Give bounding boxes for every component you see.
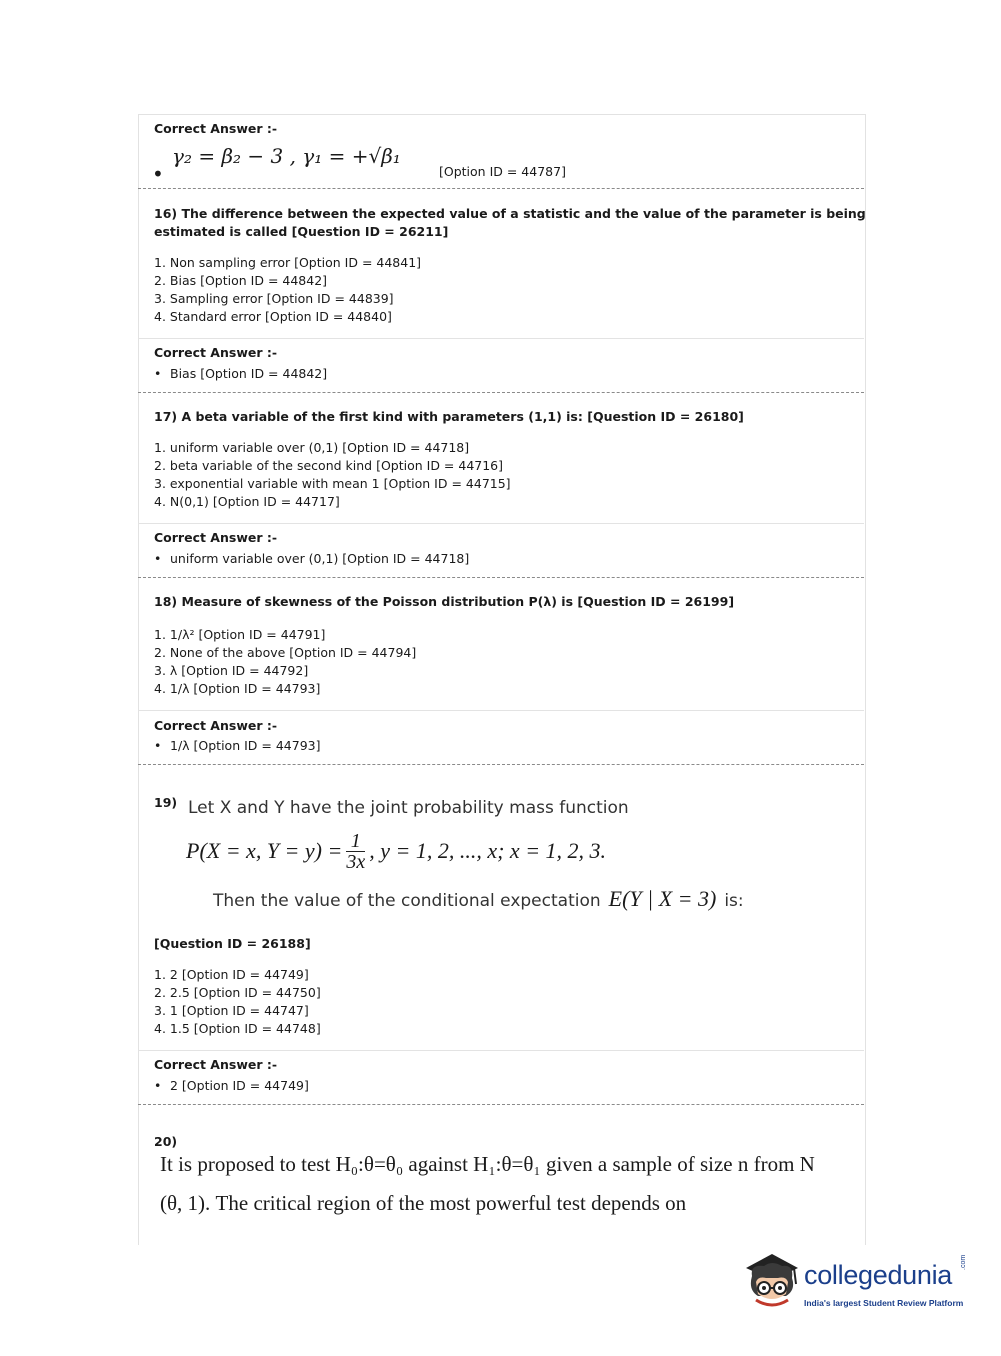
pmf-lhs: P(X = x, Y = y) = xyxy=(186,838,343,863)
pmf-numerator: 1 xyxy=(346,831,365,852)
pmf-denominator: 3x xyxy=(346,850,366,873)
question-16-option: 4. Standard error [Option ID = 44840] xyxy=(154,309,392,324)
question-separator xyxy=(138,1104,864,1105)
is-text: is: xyxy=(724,891,744,911)
question-18-answer: • 1/λ [Option ID = 44793] xyxy=(154,738,321,753)
question-17-option: 4. N(0,1) [Option ID = 44717] xyxy=(154,494,340,509)
question-20-text-line2: (θ, 1). The critical region of the most powerful test depends on xyxy=(160,1191,687,1215)
mascot-icon xyxy=(742,1250,804,1316)
question-separator xyxy=(138,188,864,189)
question-16-text-line2: estimated is called [Question ID = 26211] xyxy=(154,224,449,239)
question-19-option: 2. 2.5 [Option ID = 44750] xyxy=(154,985,321,1000)
question-19-option: 3. 1 [Option ID = 44747] xyxy=(154,1003,309,1018)
logo-tagline: India's largest Student Review Platform xyxy=(804,1298,964,1308)
question-19-intro: Let X and Y have the joint probability mass function xyxy=(188,798,629,818)
question-separator xyxy=(138,577,864,578)
question-17-option: 2. beta variable of the second kind [Option ID = 44716] xyxy=(154,458,504,473)
question-separator xyxy=(138,764,864,765)
correct-answer-label: Correct Answer :- xyxy=(154,345,278,360)
question-17-answer: • uniform variable over (0,1) [Option ID = 44718] xyxy=(154,551,470,566)
correct-answer-label: Correct Answer :- xyxy=(154,121,278,136)
question-19-then xyxy=(213,886,744,912)
correct-answer-label: Correct Answer :- xyxy=(154,1057,278,1072)
question-19-answer: • 2 [Option ID = 44749] xyxy=(154,1078,309,1093)
answer-divider xyxy=(138,523,864,524)
pmf-fraction xyxy=(346,831,365,872)
question-16-text-line1: 16) The difference between the expected value of a statistic and the value of the parameter is being xyxy=(154,206,866,221)
question-18-option: 4. 1/λ [Option ID = 44793] xyxy=(154,681,321,696)
question-18-option: 1. 1/λ² [Option ID = 44791] xyxy=(154,627,326,642)
logo-brand-text: collegedunia xyxy=(804,1260,953,1290)
collegedunia-logo xyxy=(742,1250,972,1320)
answer-text: uniform variable over (0,1) [Option ID = 44718] xyxy=(170,551,470,566)
conditional-expectation: E(Y | X = 3) xyxy=(608,886,717,911)
question-16-answer: • Bias [Option ID = 44842] xyxy=(154,366,328,381)
question-19-option: 4. 1.5 [Option ID = 44748] xyxy=(154,1021,321,1036)
question-16-option: 2. Bias [Option ID = 44842] xyxy=(154,273,328,288)
bullet: • xyxy=(152,162,164,186)
correct-answer-label: Correct Answer :- xyxy=(154,530,278,545)
answer-divider xyxy=(138,710,864,711)
question-17-option: 1. uniform variable over (0,1) [Option ID = 44718] xyxy=(154,440,470,455)
question-20-number: 20) xyxy=(154,1134,178,1149)
correct-answer-label: Correct Answer :- xyxy=(154,718,278,733)
question-20-text-line1: It is proposed to test H₀:θ=θ₀ against H₁:θ=θ₁ given a sample of size n from N xyxy=(160,1152,815,1176)
question-17-option: 3. exponential variable with mean 1 [Option ID = 44715] xyxy=(154,476,511,491)
question-18-option: 2. None of the above [Option ID = 44794] xyxy=(154,645,417,660)
question-19-id: [Question ID = 26188] xyxy=(154,936,311,951)
logo-domain-text: .com xyxy=(960,1254,967,1270)
question-16-option: 1. Non sampling error [Option ID = 44841] xyxy=(154,255,422,270)
question-17-text: 17) A beta variable of the first kind with parameters (1,1) is: [Question ID = 26180] xyxy=(154,409,744,424)
answer-divider xyxy=(138,1050,864,1051)
question-18-text: 18) Measure of skewness of the Poisson distribution P(λ) is [Question ID = 26199] xyxy=(154,594,735,609)
question-19-pmf xyxy=(186,826,606,876)
question-18-option: 3. λ [Option ID = 44792] xyxy=(154,663,309,678)
question-19-option: 1. 2 [Option ID = 44749] xyxy=(154,967,309,982)
question-separator xyxy=(138,392,864,393)
answer-option-id: [Option ID = 44787] xyxy=(439,164,566,179)
answer-text: 1/λ [Option ID = 44793] xyxy=(170,738,321,753)
question-19-number: 19) xyxy=(154,795,178,810)
answer-text: 2 [Option ID = 44749] xyxy=(170,1078,309,1093)
question-16-option: 3. Sampling error [Option ID = 44839] xyxy=(154,291,394,306)
answer-divider xyxy=(138,338,864,339)
then-text: Then the value of the conditional expectation xyxy=(213,891,601,911)
pmf-rhs: , y = 1, 2, ..., x; x = 1, 2, 3. xyxy=(369,838,607,863)
answer-formula: γ₂ = β₂ − 3 , γ₁ = +√β₁ xyxy=(172,144,401,168)
answer-text: Bias [Option ID = 44842] xyxy=(170,366,328,381)
